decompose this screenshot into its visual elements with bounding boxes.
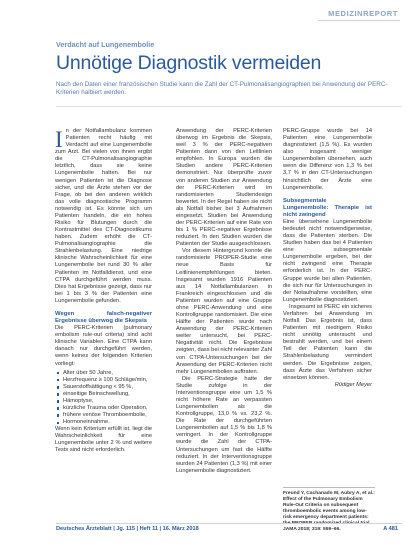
list-item: kürzliche Trauma oder Operation,	[63, 405, 152, 412]
lead-divider	[56, 106, 402, 107]
author-signature: Rüdiger Meyer	[334, 381, 372, 388]
rubric-divider	[318, 20, 400, 21]
section-rubric: MEDIZINREPORT	[328, 9, 398, 18]
paragraph	[55, 128, 152, 305]
paragraph: Eine übersehene Lungenembolie bedeutet nicht notwendigerweise, dass die Patienten sterben. Die Studien haben das bei 4 Patienten eine subsegmentale Lungenembolie ergeben, bei der nicht zwingend eine Therapie erforderlich ist. In der PERC-Gruppe wurde bei allen Patienten, die sich nur für Untersuchungen in der Notaufnahme vorstellten, eine Lungenembolie diagnostiziert.	[283, 218, 372, 303]
paragraph: Vor diesem Hintergrund konnte die randomisierte PROPER-Studie eine neue Basis für Leitlinienempfehlungen bieten. Insgesamt wurden 1916 Patienten aus 14 Notfallambulanzen in Frankreich eingeschlossen und die Patienten wurden auf eine Gruppe ohne PERC-Anwendung und eine Kontrollgruppe randomisiert. Die eine Hälfte der Patienten wurde nach Anwendung der PERC-Kriterien weiter untersucht, bei PERC-Negativität nicht. Die Ergebnisse zeigten, dass bei nicht relevanter Zahl von CTPA-Untersuchungen bei der Anwendung der PERC-Kriterien nicht mehr Lungenembolien auftraten.	[176, 248, 272, 375]
column-3	[283, 128, 372, 389]
paragraph-text: n der Notfallambulanz kommen Patienten recht häufig mit Verdacht auf eine Lungenembolie zum Arzt. Bei vielen von ihnen ergibt die CT-Pulmonalisangiographie letztlich, dass sie keine Lungenembolie hatten. Bei nur wenigen Patienten ist die Diagnose sicher, und die Ärzte stehen vor der Frage, ob bei den anderen wirklich das volle diagnostische Programm notwendig ist. Es könnte sich um Patienten handeln, die ein hohes Risiko für Blutungen durch die Kontrastmittel des CT-Diagnostikums haben. Zudem erhöht die CT-Pulmonalisangiographie die Strahlenbelastung. Eine niedrige klinische Wahrscheinlichkeit für eine Lungenembolie bei rund 30 % aller Patienten im Notfalldienst, und eine CTPA durchgeführt werden muss. Dies hat Ergebnisse gezeigt, dass nur bei 1 bis 3 % der Patienten eine Lungenembolie gefunden.	[55, 128, 152, 304]
paragraph: Anwendung der PERC-Kriterien überwog im Ergebnis die Skepsis, weil 3 % der PERC-negativen Patienten dann von den Leitlinien empfohlen. In Europa wurden die Studien andere PERC-Kriterien demonstriert. Nur überprüfte zuvor von anderen Studien zur Anwendung der PERC-Kriterien wird im randomisierten Studiendesign bewertet. In der Regel haben sie nicht als Notfall bisher bei 3 Aufnahmen eingesetzt. Studien bei Anwendung der PERC-Kriterien auf eine Rate von bis 1 % PERC-negativer Ergebnisse reduziert. In den Studien wurden die Patienten der Studie ausgeschlossen.	[176, 128, 272, 248]
subheading: Wegen falsch-negativer Ergebnisse überwog die Skepsis	[55, 310, 152, 325]
criteria-list	[55, 370, 152, 427]
list-item: Hämoptyse,	[63, 398, 152, 405]
list-item: Sauerstoffsättigung < 95 %,	[63, 384, 152, 391]
credits-divider	[283, 487, 375, 488]
paragraph: Die PERC-Strategie hatte der Studie zufolge in der Interventionsgruppe eine um 1,5 % nicht höhere Rate an verpassten Lungenembolien als die Kontrollgruppe, 13,0 % vs. 23,2 %. Die Rate der durchgeführten Lungenembolien auf 1,5 % bis 1,8 % verringert. In der Kontrollgruppe wurde die Zahl der CTPA-Untersuchungen um fast die Hälfte reduziert. In der Interventionsgruppe wurden 24 Patienten (1,3 %) mit einer Lungenembolie diagnostiziert.	[176, 375, 272, 474]
subheading: Subsegmentale Lungenembolie: Therapie ist nicht zwingend	[283, 197, 372, 218]
list-item: frühere venöse Thromboembolie,	[63, 412, 152, 419]
list-item: Hormoneinnahme.	[63, 419, 152, 426]
paragraph: Wenn kein Kriterium erfüllt ist, liegt die Wahrscheinlichkeit für eine Lungenembolie unter 2 % und weitere Tests sind nicht erforderlich.	[55, 426, 152, 454]
page-number: A 481	[383, 526, 398, 532]
article-title: Unnötige Diagnostik vermeiden	[56, 52, 322, 74]
drop-cap: I	[55, 127, 63, 152]
article-kicker: Verdacht auf Lungenembolie	[56, 40, 155, 49]
list-item: Herzfrequenz ≥ 100 Schläge/min,	[63, 377, 152, 384]
paragraph: Insgesamt ist PERC ein sicheres Verfahren bei Anwendung im Notfall. Das Ergebnis ist, dass Patienten mit niedrigem Risiko nicht unnötig untersucht und bestrahlt werden, und bei einem Teil der Patienten kann die Strahlenbelastung vermindert werden. Die Ergebnisse zeigen, dass Ärzte das Verfahren sicher einsetzen können.	[283, 303, 372, 381]
column-1	[55, 128, 152, 455]
column-2	[176, 128, 272, 475]
article-lead: Nach den Daten einer französischen Studie kann die Zahl der CT-Pulmonalisangiographien bei Anwendung der PERC-Kriterien halbiert werden.	[56, 81, 388, 97]
list-item: Alter über 50 Jahre,	[63, 370, 152, 377]
paragraph: Die PERC-Kriterien (pulmonary embolism rule-out criteria) sind acht klinische Variablen. Eine CTPA kann danach nur durchgeführt werden, wenn keines der folgenden Kriterien vorliegt:	[55, 325, 152, 367]
reference-credits: Freund Y, Cachanado M, Aubry A, et al.: Effect of the Pulmonary Embolism Rule-Out Criteria on subsequent thromboembolic events among low-risk emergency department patients: JAMA 2018; 319: 559–66.	[283, 491, 375, 532]
journal-citation: Deutsches Ärzteblatt | Jg. 115 | Heft 11 | 16. März 2018	[56, 526, 199, 532]
list-item: einseitige Beinschwellung,	[63, 391, 152, 398]
footer-divider	[56, 523, 402, 524]
paragraph: PERC-Gruppe wurde bei 14 Patienten eine Lungenembolie diagnostiziert (1,5 %). Es wurden also insgesamt weniger Lungenembolien übersehen, auch wenn die Differenz von 1,3 % bei 3,7 % in den CT-Untersuchungen hinsichtlich der Ärzte eine Lungenembolie.	[283, 128, 372, 191]
